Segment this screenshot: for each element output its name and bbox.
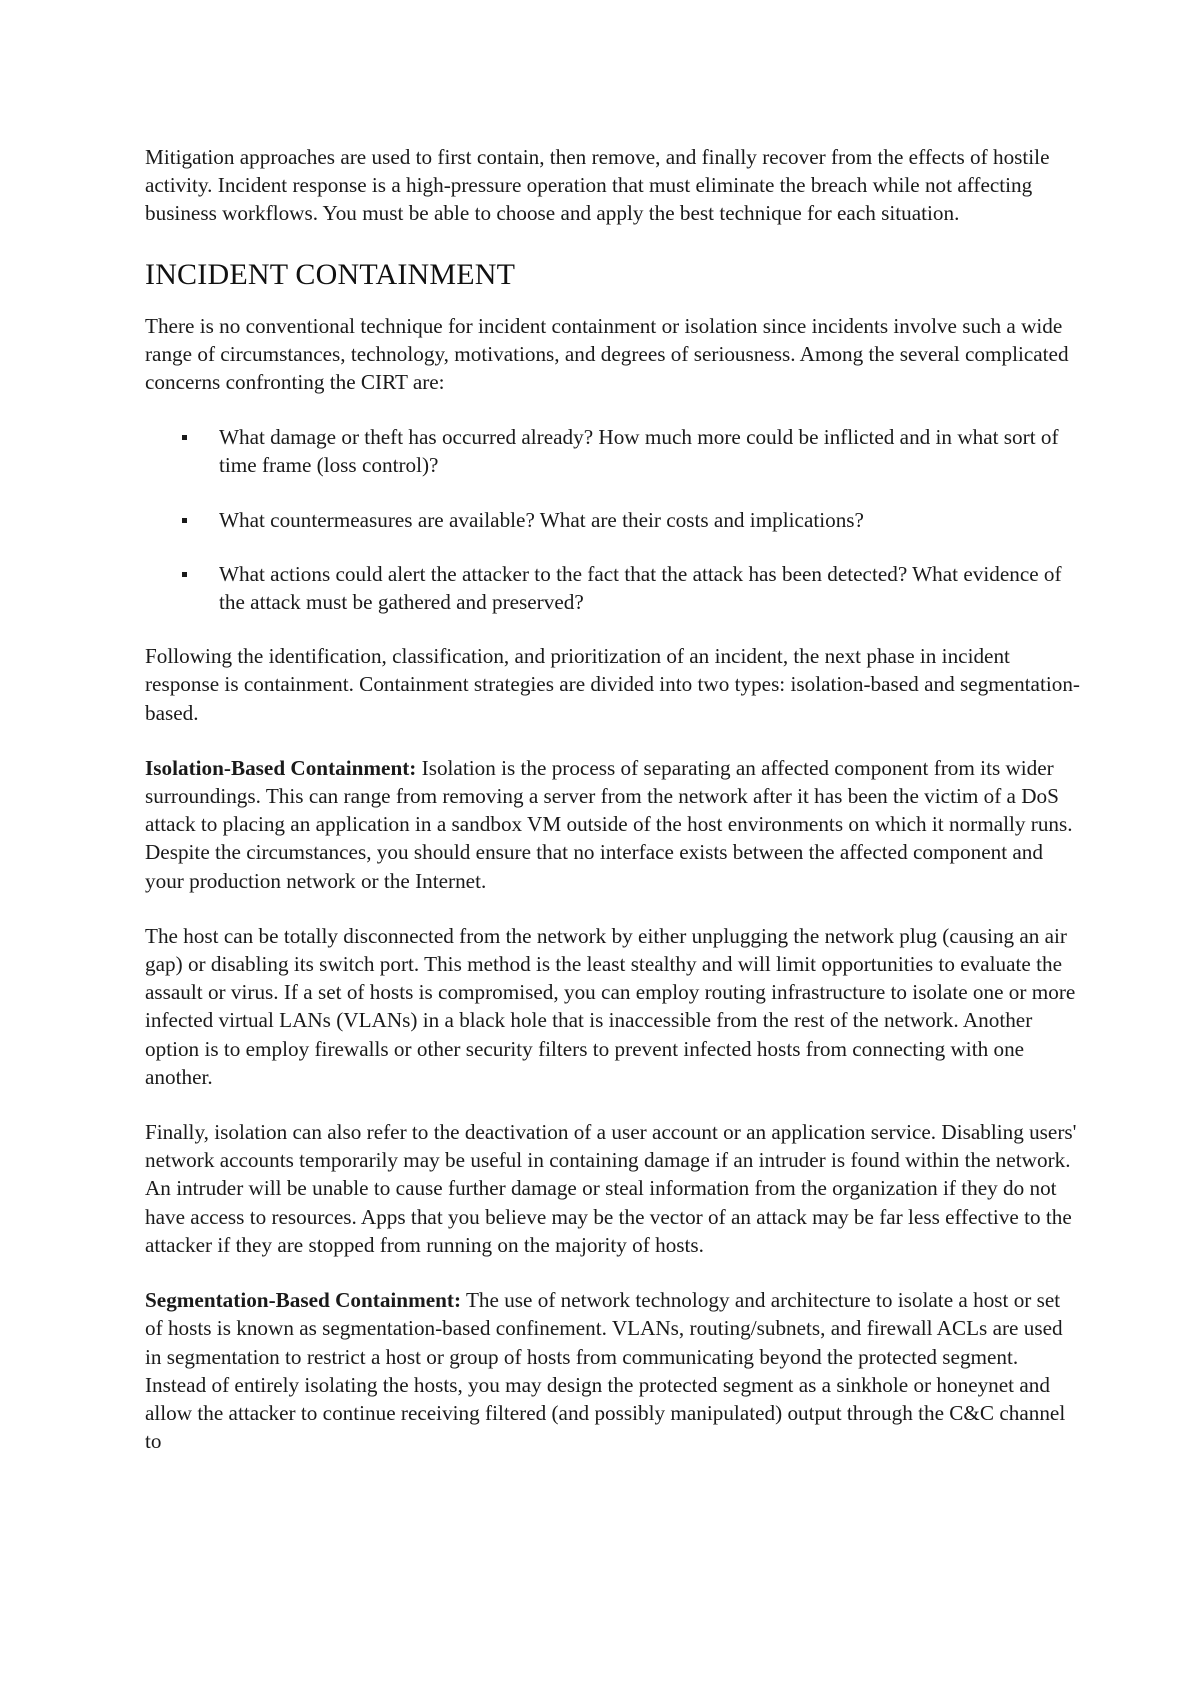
segmentation-label: Segmentation-Based Containment: xyxy=(145,1288,462,1313)
disconnect-paragraph: The host can be totally disconnected from the network by either unplugging the network plug (causing an air gap) or disabling its switch port. This method is the least stealthy and will limit opportunities to evaluate the assault or virus. If a set of hosts is compromised, you can employ routing infrastructure to isolate one or more infected virtual LANs (VLANs) in a black hole that is inaccessible from the rest of the network. Another option is to employ firewalls or other security filters to prevent infected hosts from connecting with one another. xyxy=(145,923,1076,1089)
segmentation-text: The use of network technology and architecture to isolate a host or set of hosts is known as segmentation-based confinement. VLANs, routing/subnets, and firewall ACLs are used in segmentation to restrict a host or group of hosts from communicating beyond the protected segment. Instead of entirely isolating the hosts, you may design the protected segment as a sinkhole or honeynet and allow the attacker to continue receiving filtered (and possibly manipulated) output through the C&C channel to xyxy=(145,1288,1066,1454)
containment-overview-paragraph: There is no conventional technique for incident containment or isolation since incidents involve such a wide range of circumstances, technology, motivations, and degrees of seriousness. Among the several complicated concerns confronting the CIRT are: xyxy=(145,313,1069,395)
list-item-text: What actions could alert the attacker to the fact that the attack has been detected? What evidence of the attack must be gathered and preserved? xyxy=(219,561,1062,615)
list-item-text: What damage or theft has occurred already? How much more could be inflicted and in what sort of time frame (loss control)? xyxy=(219,425,1059,478)
isolation-text: Isolation is the process of separating an affected component from its wider surroundings. This can range from removing a server from the network after it has been the victim of a DoS attack to placing an application in a sandbox VM outside of the host environments on which it normally runs. Despite the circumstances, you should ensure that no interface exists between the affected component and your production network or the Internet. xyxy=(145,755,1073,893)
list-item xyxy=(219,560,1080,616)
intro-paragraph: Mitigation approaches are used to first contain, then remove, and finally recover from the effects of hostile activity. Incident response is a high-pressure operation that must eliminate the breach while not affecting business workflows. You must be able to choose and apply the best technique for each situation. xyxy=(145,145,1050,226)
list-item xyxy=(219,423,1080,479)
segmentation-paragraph xyxy=(145,1286,1080,1455)
account-deactivation-paragraph: Finally, isolation can also refer to the deactivation of a user account or an application service. Disabling users' network accounts temporarily may be useful in containing damage if an intruder is found within the network. An intruder will be unable to cause further damage or steal information from the organization if they do not have access to resources. Apps that you believe may be the vector of an attack may be far less effective to the attacker if they are stopped from running on the majority of hosts. xyxy=(145,1120,1077,1257)
list-item xyxy=(219,506,1080,534)
list-item-text: What countermeasures are available? What are their costs and implications? xyxy=(219,507,864,532)
isolation-label: Isolation-Based Containment: xyxy=(145,755,417,780)
concerns-list xyxy=(145,423,1080,616)
section-heading: INCIDENT CONTAINMENT xyxy=(145,257,516,291)
containment-phase-paragraph: Following the identification, classification, and prioritization of an incident, the next phase in incident response is containment. Containment strategies are divided into two types: isolation-based and segmentation-based. xyxy=(145,644,1080,725)
isolation-paragraph xyxy=(145,754,1080,895)
